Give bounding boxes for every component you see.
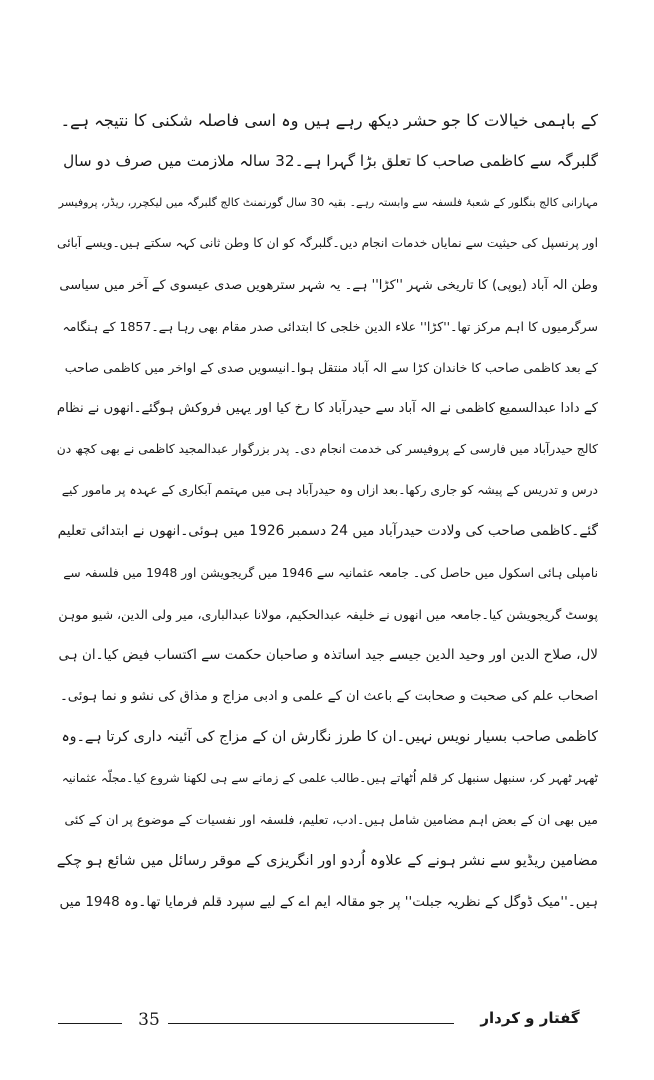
page-number: 35 (138, 1010, 160, 1030)
text-line: کے باہمی خیالات کا جو حشر دیکھ رہے ہیں وہ اسی فاصلہ شکنی کا نتیجہ ہے۔ (60, 111, 598, 130)
text-line: کالج حیدرآباد میں فارسی کے پروفیسر کی خدمت انجام دی۔ پدر بزرگوار عبدالمجید کاظمی نے بھی کچھ دن (56, 442, 598, 457)
body-text (56, 100, 598, 923)
page-footer (58, 1010, 598, 1034)
text-line: ٹھہر ٹھہر کر، سنبھل سنبھل کر قلم اُٹھاتے ہیں۔طالب علمی کے زمانے سے ہی لکھنا شروع کیا۔مجلّہ عثمانیہ (61, 771, 598, 786)
text-line: وطن الہ آباد (یوپی) کا تاریخی شہر ''کڑا'' ہے۔ یہ شہر سترھویں صدی عیسوی کے آخر میں سیاسی (59, 277, 598, 293)
text-line: ہیں۔''میک ڈوگل کے نظریہ جبلت'' پر جو مقالہ ایم اے کے لیے سپرد قلم فرمایا تھا۔وہ 1948 میں (59, 893, 598, 910)
text-line: کے بعد کاظمی صاحب کا خاندان کڑا سے الہ آباد منتقل ہوا۔انیسویں صدی کے اواخر میں کاظمی صاحب (64, 359, 598, 375)
text-line: اور پرنسپل کی حیثیت سے نمایاں خدمات انجام دیں۔گلبرگہ کو ان کا وطن ثانی کہہ سکتے ہیں۔ویسے آبائی (57, 236, 598, 251)
running-title: گفتار و کردار (480, 1009, 580, 1027)
text-line: سرگرمیوں کا اہم مرکز تھا۔''کڑا'' علاء الدین خلجی کا ابتدائی صدر مقام بھی رہا ہے۔1857 کے ہنگامہ (62, 318, 598, 334)
text-line: لال، صلاح الدین اور وحید الدین جیسے جید اساتذہ و صاحبان حکمت سے اکتساب فیض کیا۔ان ہی (58, 646, 598, 663)
text-line: مضامین ریڈیو سے نشر ہونے کے علاوہ اُردو اور انگریزی کے موقر رسائل میں شائع ہو چکے (56, 852, 598, 869)
text-line: مہارانی کالج بنگلور کے شعبۂ فلسفہ سے وابستہ رہے۔ بقیہ 30 سال گورنمنٹ کالج گلبرگہ میں لیکچرر، ریڈر، پروفیسر (58, 196, 598, 210)
footer-rule-left (58, 1023, 122, 1024)
text-line: نامپلی ہائی اسکول میں حاصل کی۔ جامعہ عثمانیہ سے 1946 میں گریجویشن اور 1948 میں فلسفہ سے (63, 565, 598, 580)
text-line: کے دادا عبدالسمیع کاظمی نے الہ آباد سے حیدرآباد کا رخ کیا اور یہیں فروکش ہوگئے۔انھوں نے نظام (56, 400, 598, 416)
text-line: گلبرگہ سے کاظمی صاحب کا تعلق بڑا گہرا ہے۔32 سالہ ملازمت میں صرف دو سال (63, 152, 598, 171)
text-line: پوسٹ گریجویشن کیا۔جامعہ میں انھوں نے خلیفہ عبدالحکیم، مولانا عبدالباری، میر ولی الدین، شیو موہن (58, 606, 598, 622)
footer-rule-middle (168, 1023, 454, 1024)
text-line: کاظمی صاحب بسیار نویس نہیں۔ان کا طرز نگارش ان کے مزاج کی آئینہ داری کرتا ہے۔وہ (61, 729, 598, 746)
text-line: گئے۔کاظمی صاحب کی ولادت حیدرآباد میں 24 دسمبر 1926 میں ہوئی۔انھوں نے ابتدائی تعلیم (57, 523, 598, 540)
text-line: میں بھی ان کے بعض اہم مضامین شامل ہیں۔ادب، تعلیم، فلسفہ اور نفسیات کے موضوع پر ان کے کئی (64, 812, 598, 828)
text-line: درس و تدریس کے پیشہ کو جاری رکھا۔بعد ازاں وہ حیدرآباد ہی میں مہتمم آبکاری کے عہدہ پر مامور کیے (61, 483, 598, 498)
text-line: اصحاب علم کی صحبت و صحابت کے باعث ان کے علمی و ادبی مزاج و مذاق کی نشو و نما ہوئی۔ (60, 688, 598, 704)
